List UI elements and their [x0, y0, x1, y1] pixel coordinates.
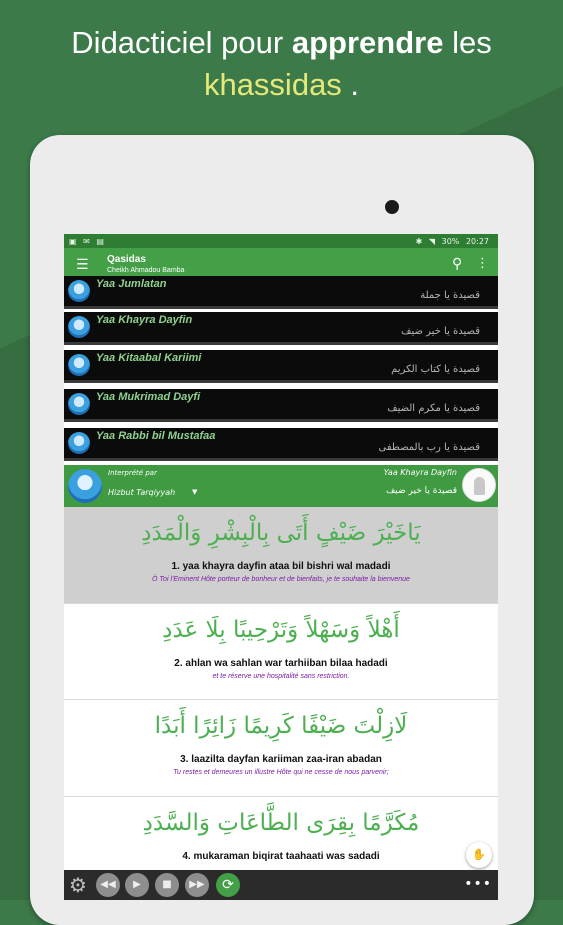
camera-icon: [385, 200, 399, 214]
image-icon: ▤: [96, 236, 104, 246]
verse-item[interactable]: [64, 700, 498, 797]
refresh-icon[interactable]: ⟳: [216, 873, 240, 897]
app-title: Qasidas: [107, 254, 146, 265]
wifi-icon: ◥: [428, 236, 436, 246]
more-horiz-icon[interactable]: •••: [464, 876, 492, 892]
menu-icon[interactable]: ☰: [76, 257, 89, 273]
headline-line2-end: .: [341, 67, 360, 102]
scroll-top-button[interactable]: ✋: [466, 842, 492, 868]
headline-end: les: [443, 25, 492, 60]
more-vert-icon[interactable]: ⋮: [476, 256, 489, 271]
now-playing-bar[interactable]: [64, 465, 498, 507]
verse-arabic: يَاخَيْرَ ضَيْفٍ أَتَى بِالْبِشْرِ وَالْمَدَدِ: [141, 520, 421, 546]
qasida-icon: [68, 354, 90, 376]
list-item-title: Yaa Rabbi bil Mustafaa: [96, 430, 216, 442]
rewind-icon[interactable]: ◀◀: [96, 873, 120, 897]
verse-transliteration: 4. mukaraman biqirat taahaati was sadadi: [182, 851, 380, 862]
mail-icon: ✉: [83, 236, 90, 246]
verse-translation: Tu restes et demeures un illustre Hôte qui ne cesse de nous parvenir;: [173, 769, 389, 776]
stop-icon[interactable]: ■: [155, 873, 179, 897]
qasida-icon: [68, 469, 102, 503]
fast-forward-icon[interactable]: ▶▶: [185, 873, 209, 897]
verse-transliteration: 3. laazilta dayfan kariiman zaa-iran abadan: [180, 754, 382, 765]
list-item-title: Yaa Khayra Dayfin: [96, 314, 193, 326]
now-playing-title: Yaa Khayra Dayfin: [383, 468, 457, 477]
list-item-title: Yaa Jumlatan: [96, 278, 167, 290]
list-item[interactable]: [64, 276, 498, 309]
list-item-arabic: قصيدة يا خير ضيف: [401, 326, 480, 337]
verse-transliteration: 1. yaa khayra dayfin ataa bil bishri wal madadi: [171, 561, 391, 572]
chevron-down-icon[interactable]: ▼: [192, 488, 198, 496]
now-playing-arabic: قصيدة يا خير ضيف: [385, 486, 457, 496]
list-item-title: Yaa Mukrimad Dayfi: [96, 391, 201, 403]
verse-translation: Ô Toi l'Eminent Hôte porteur de bonheur et de bienfaits, je te souhaite la bienvenue: [152, 576, 410, 583]
verse-arabic: لَازِلْتَ ضَيْفًا كَرِيمًا زَائِرًا أَبَدًا: [154, 713, 408, 739]
verse-item[interactable]: [64, 604, 498, 700]
search-icon[interactable]: ⚲: [452, 256, 463, 272]
verse-item[interactable]: [64, 507, 498, 604]
list-item[interactable]: [64, 389, 498, 422]
list-item[interactable]: [64, 350, 498, 383]
list-item-title: Yaa Kitaabal Kariimi: [96, 352, 202, 364]
play-icon[interactable]: ▶: [125, 873, 149, 897]
playback-controls: [64, 870, 498, 900]
app-subtitle: Cheikh Ahmadou Bamba: [107, 267, 185, 274]
qasida-icon: [68, 316, 90, 338]
clock: 20:27: [465, 236, 489, 246]
app-screen: [64, 234, 498, 900]
list-item-arabic: قصيدة يا كتاب الكريم: [391, 364, 480, 375]
qasida-icon: [68, 432, 90, 454]
gear-icon[interactable]: ⚙: [69, 873, 87, 897]
notification-icon: ▣: [69, 236, 77, 246]
list-item-arabic: قصيدة يا جملة: [420, 290, 480, 301]
verse-transliteration: 2. ahlan wa sahlan war tarhiiban bilaa hadadi: [174, 658, 388, 669]
promo-headline: [0, 22, 563, 106]
list-item[interactable]: [64, 312, 498, 345]
headline-regular: Didacticiel pour: [71, 25, 292, 60]
verse-translation: et te réserve une hospitalité sans restriction.: [212, 673, 350, 680]
status-bar: [64, 234, 498, 248]
qasida-icon: [68, 280, 90, 302]
verse-arabic: مُكَرَّمًا بِقِرَى الطَّاعَاتِ وَالسَّدَدِ: [142, 810, 420, 836]
qasida-icon: [68, 393, 90, 415]
reciter-avatar: [462, 468, 496, 502]
battery-level: 30%: [441, 236, 460, 246]
headline-highlight: khassidas: [203, 67, 342, 102]
list-item-arabic: قصيدة يا رب بالمصطفى: [378, 442, 480, 453]
verse-item[interactable]: [64, 797, 498, 877]
list-item[interactable]: [64, 428, 498, 461]
list-item-arabic: قصيدة يا مكرم الضيف: [387, 403, 480, 414]
verse-arabic: أَهْلاً وَسَهْلاً وَتَرْحِيبًا بِلَا عَدَدِ: [162, 617, 400, 643]
headline-bold: apprendre: [291, 25, 444, 60]
interpreted-by-label: Interprété par: [108, 469, 157, 477]
reciter-select[interactable]: Hizbut Tarqiyyah: [108, 488, 176, 497]
bluetooth-icon: ✱: [415, 236, 423, 246]
